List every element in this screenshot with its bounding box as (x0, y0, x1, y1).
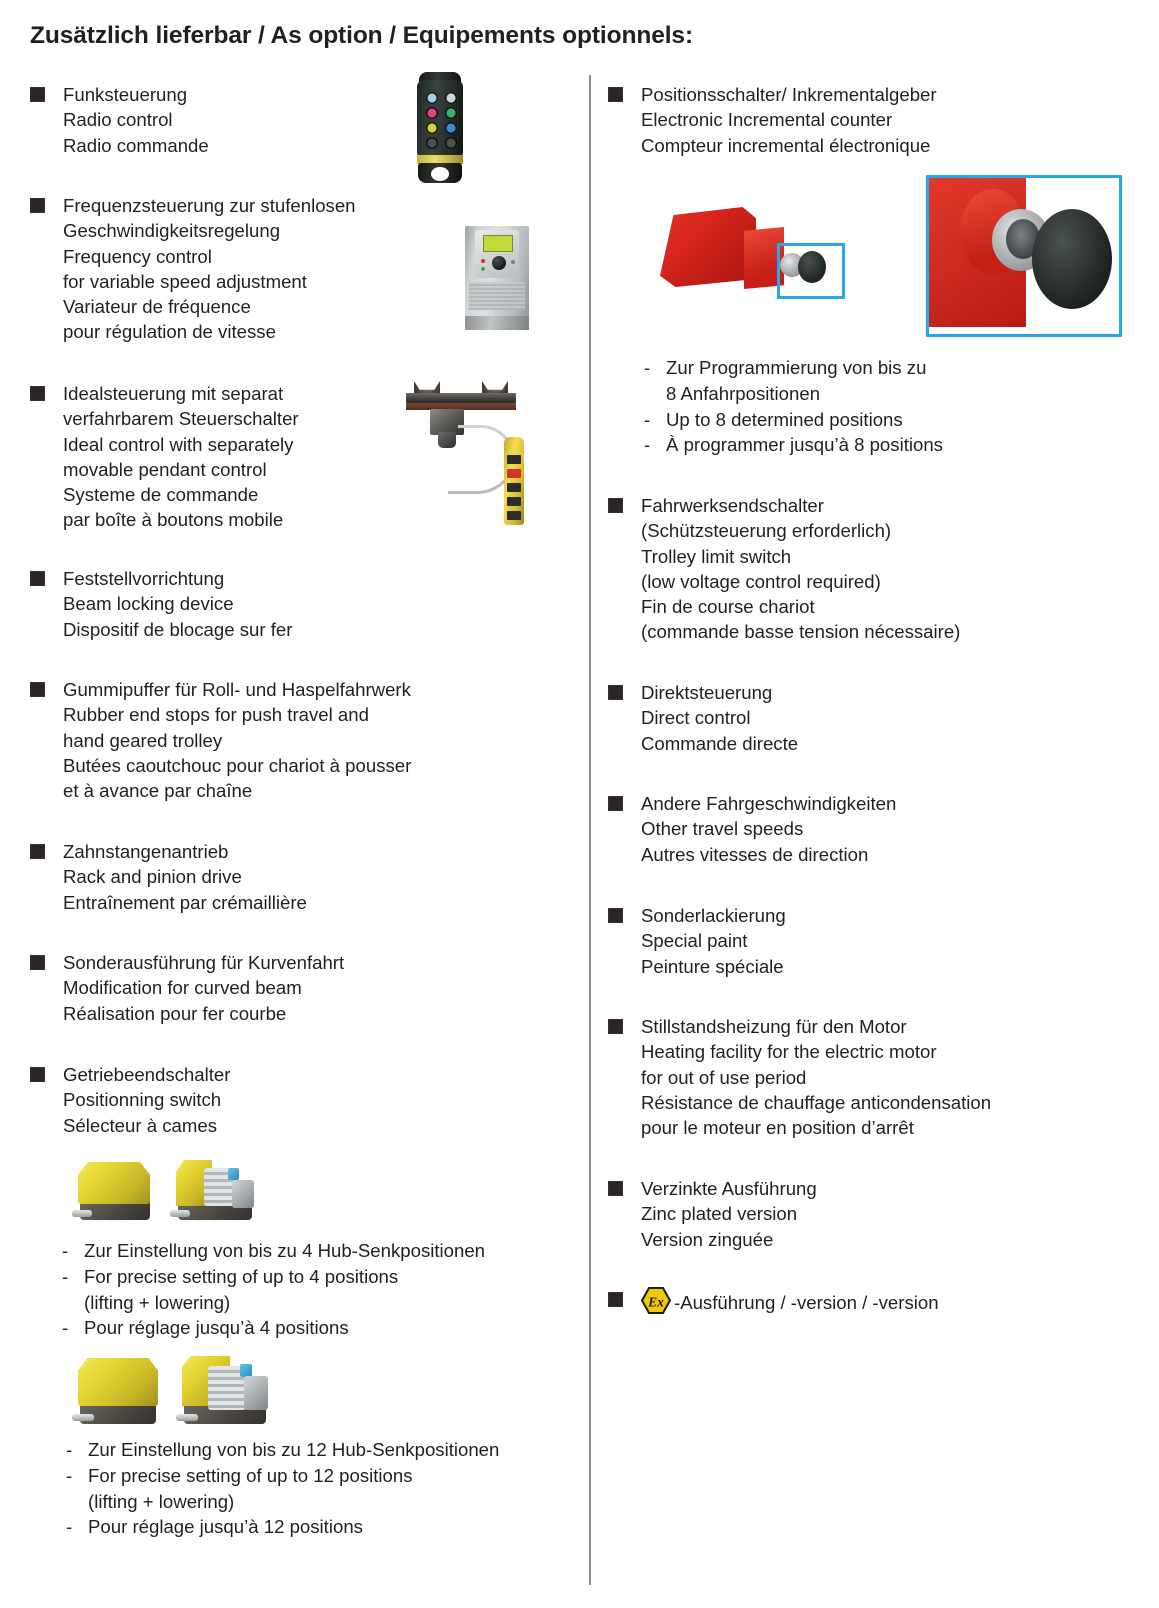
option-item-curved-beam (30, 950, 344, 1026)
option-item-positioning-switch (30, 1062, 230, 1138)
option-item-text (63, 677, 411, 803)
sub-list-row (644, 381, 943, 407)
option-line-en: Rack and pinion drive (63, 866, 242, 888)
option-item-ideal-control (30, 381, 299, 533)
option-line-de: Funksteuerung (63, 84, 188, 105)
cam-limit-switch-4-image (72, 1152, 272, 1234)
option-line-fr: Version zinguée (641, 1228, 774, 1250)
option-line-fr: Entraînement par crémaillière (63, 891, 307, 913)
option-item-rubber-end-stops (30, 677, 411, 803)
option-line-en-1: Ideal control with separately (63, 433, 294, 455)
option-item-special-paint (608, 903, 786, 979)
option-item-text (63, 82, 209, 158)
option-line-de: Feststellvorrichtung (63, 568, 225, 589)
option-line-en: Beam locking device (63, 593, 234, 615)
bullet-square-icon (30, 571, 45, 586)
option-item-text (63, 1062, 230, 1138)
option-item-rack-and-pinion (30, 839, 307, 915)
option-line-en-1: Frequency control (63, 245, 212, 267)
sub-list-row (644, 355, 943, 381)
option-line-fr: Dispositif de blocage sur fer (63, 618, 293, 640)
option-item-text (641, 1014, 991, 1140)
option-item-motor-heating (608, 1014, 991, 1140)
option-item-incremental-counter (608, 82, 937, 158)
sub-list-text: For precise setting of up to 12 positions (88, 1464, 413, 1486)
sub-list-row (62, 1290, 485, 1316)
option-line-de: Zahnstangenantrieb (63, 841, 229, 862)
option-line-de: Sonderausführung für Kurvenfahrt (63, 952, 345, 973)
bullet-square-icon (608, 908, 623, 923)
option-line-en: Electronic Incremental counter (641, 109, 893, 131)
sub-list-row (644, 432, 943, 458)
option-line-en-2: movable pendant control (63, 458, 267, 480)
option-line-fr-2: et à avance par chaîne (63, 780, 253, 802)
option-line-en-2: for out of use period (641, 1066, 807, 1088)
option-line-fr: Peinture spéciale (641, 955, 784, 977)
bullet-square-icon (30, 955, 45, 970)
option-item-text (63, 950, 344, 1026)
bullet-square-icon (30, 87, 45, 102)
sub-list-row (66, 1463, 499, 1489)
dash-marker: - (66, 1439, 73, 1460)
frequency-inverter-image (455, 220, 545, 340)
bullet-square-icon (30, 682, 45, 697)
bullet-square-icon (608, 1292, 623, 1307)
option-item-text (63, 381, 299, 533)
option-line-en-2: hand geared trolley (63, 729, 223, 751)
option-line-en: Positionning switch (63, 1089, 222, 1111)
sub-list-text: 8 Anfahrpositionen (666, 382, 821, 404)
option-line-de-1: Idealsteuerung mit separat (63, 383, 284, 404)
option-line-en: Modification for curved beam (63, 977, 302, 999)
option-line-fr: Radio commande (63, 134, 209, 156)
option-line-en-2: (low voltage control required) (641, 570, 881, 592)
atex-label: -Ausführung / -version / -version (674, 1292, 939, 1313)
option-item-text (641, 493, 960, 645)
option-line-fr-1: Systeme de commande (63, 484, 259, 506)
radio-remote-control-image (405, 68, 480, 188)
option-item-other-travel-speeds (608, 791, 896, 867)
option-line-de-2: Geschwindigkeitsregelung (63, 220, 281, 242)
sub-list-8-positions (644, 355, 943, 458)
option-line-de-1: Gummipuffer für Roll- und Haspelfahrwerk (63, 679, 411, 700)
option-line-de: Andere Fahrgeschwindigkeiten (641, 793, 897, 814)
sub-list-row (62, 1315, 485, 1341)
option-item-text (641, 680, 798, 756)
option-item-text (641, 791, 896, 867)
option-item-direct-control (608, 680, 798, 756)
option-line-fr-2: (commande basse tension nécessaire) (641, 621, 961, 643)
page-title: Zusätzlich lieferbar / As option / Equipements optionnels: (30, 22, 694, 49)
sub-list-text: À programmer jusqu’à 8 positions (666, 434, 943, 456)
dash-marker: - (66, 1516, 73, 1538)
option-line-en-1: Rubber end stops for push travel and (63, 704, 369, 726)
option-item-beam-locking-device (30, 566, 292, 642)
option-item-frequency-control (30, 193, 356, 345)
option-line-en: Direct control (641, 707, 751, 729)
option-item-radio-control (30, 82, 209, 158)
cam-limit-switch-12-image (72, 1350, 282, 1438)
sub-list-text: (lifting + lowering) (84, 1291, 231, 1313)
sub-list-text: Pour réglage jusqu’à 12 positions (88, 1516, 363, 1538)
sub-list-row (66, 1514, 499, 1540)
option-line-fr-2: pour le moteur en position d’arrêt (641, 1117, 914, 1139)
option-line-fr-1: Fin de course chariot (641, 596, 815, 618)
bullet-square-icon (608, 685, 623, 700)
option-item-text (641, 1176, 817, 1252)
bullet-square-icon (608, 87, 623, 102)
bullet-square-icon (30, 844, 45, 859)
option-line-de-2: (Schützsteuerung erforderlich) (641, 520, 892, 542)
option-item-text (641, 903, 786, 979)
atex-ex-icon (641, 1287, 671, 1314)
incremental-encoder-gearbox-image (640, 165, 1159, 345)
option-line-de: Stillstandsheizung für den Motor (641, 1016, 907, 1037)
option-line-en: Zinc plated version (641, 1203, 798, 1225)
sub-list-text: Zur Programmierung von bis zu (666, 357, 927, 378)
option-item-zinc-plated (608, 1176, 817, 1252)
option-line-de: Verzinkte Ausführung (641, 1178, 817, 1199)
option-item-text (641, 82, 937, 158)
option-line-fr: Autres vitesses de direction (641, 843, 869, 865)
option-item-text (641, 1287, 939, 1315)
sub-list-text: For precise setting of up to 4 positions (84, 1265, 399, 1287)
dash-marker: - (62, 1240, 69, 1261)
bullet-square-icon (30, 386, 45, 401)
option-line-fr: Sélecteur à cames (63, 1114, 217, 1136)
sub-list-text: Pour réglage jusqu’à 4 positions (84, 1317, 349, 1339)
option-line-de-1: Fahrwerksendschalter (641, 495, 824, 516)
option-line-en-1: Trolley limit switch (641, 545, 792, 567)
dash-marker: - (644, 357, 651, 378)
option-line-de: Positionsschalter/ Inkrementalgeber (641, 84, 937, 105)
column-divider (589, 75, 591, 1585)
option-item-text (63, 193, 356, 345)
option-line-fr-1: Butées caoutchouc pour chariot à pousser (63, 754, 412, 776)
pendant-control-trolley-image (400, 375, 535, 560)
sub-list-text: Up to 8 determined positions (666, 408, 903, 430)
sub-list-row (644, 407, 943, 433)
option-item-text (63, 566, 292, 642)
svg-text:Ex: Ex (648, 1294, 664, 1310)
option-line-de: Getriebeendschalter (63, 1064, 231, 1085)
sub-list-text: Zur Einstellung von bis zu 12 Hub-Senkpositionen (88, 1439, 500, 1460)
sub-list-text: Zur Einstellung von bis zu 4 Hub-Senkpositionen (84, 1240, 486, 1261)
option-line-en-2: for variable speed adjustment (63, 270, 307, 292)
sub-list-row (62, 1264, 485, 1290)
option-line-fr-1: Variateur de fréquence (63, 296, 251, 318)
option-line-fr: Commande directe (641, 732, 799, 754)
option-line-de-2: verfahrbarem Steuerschalter (63, 408, 299, 430)
option-line-de: Sonderlackierung (641, 905, 786, 926)
option-line-en-1: Heating facility for the electric motor (641, 1041, 937, 1063)
option-item-atex-version (608, 1287, 939, 1315)
option-line-fr-2: pour régulation de vitesse (63, 321, 276, 343)
dash-marker: - (62, 1265, 69, 1287)
dash-marker: - (644, 434, 651, 456)
option-line-fr-1: Résistance de chauffage anticondensation (641, 1091, 992, 1113)
dash-marker: - (62, 1317, 69, 1339)
atex-line (641, 1287, 939, 1315)
option-line-de: Direktsteuerung (641, 682, 773, 703)
sub-list-row (66, 1437, 499, 1463)
bullet-square-icon (608, 1181, 623, 1196)
option-line-fr-2: par boîte à boutons mobile (63, 509, 284, 531)
option-line-fr: Réalisation pour fer courbe (63, 1002, 287, 1024)
option-line-en: Radio control (63, 109, 173, 131)
sub-list-row (62, 1238, 485, 1264)
bullet-square-icon (608, 1019, 623, 1034)
option-item-text (63, 839, 307, 915)
option-line-en: Other travel speeds (641, 818, 804, 840)
sub-list-12-positions (66, 1437, 499, 1540)
bullet-square-icon (608, 498, 623, 513)
sub-list-text: (lifting + lowering) (88, 1490, 235, 1512)
dash-marker: - (66, 1464, 73, 1486)
sub-list-4-positions (62, 1238, 485, 1341)
option-item-trolley-limit-switch (608, 493, 960, 645)
dash-marker: - (644, 408, 651, 430)
bullet-square-icon (30, 1067, 45, 1082)
option-line-fr: Compteur incremental électronique (641, 134, 931, 156)
option-line-en: Special paint (641, 930, 748, 952)
bullet-square-icon (30, 198, 45, 213)
bullet-square-icon (608, 796, 623, 811)
sub-list-row (66, 1489, 499, 1515)
option-line-de-1: Frequenzsteuerung zur stufenlosen (63, 195, 356, 216)
